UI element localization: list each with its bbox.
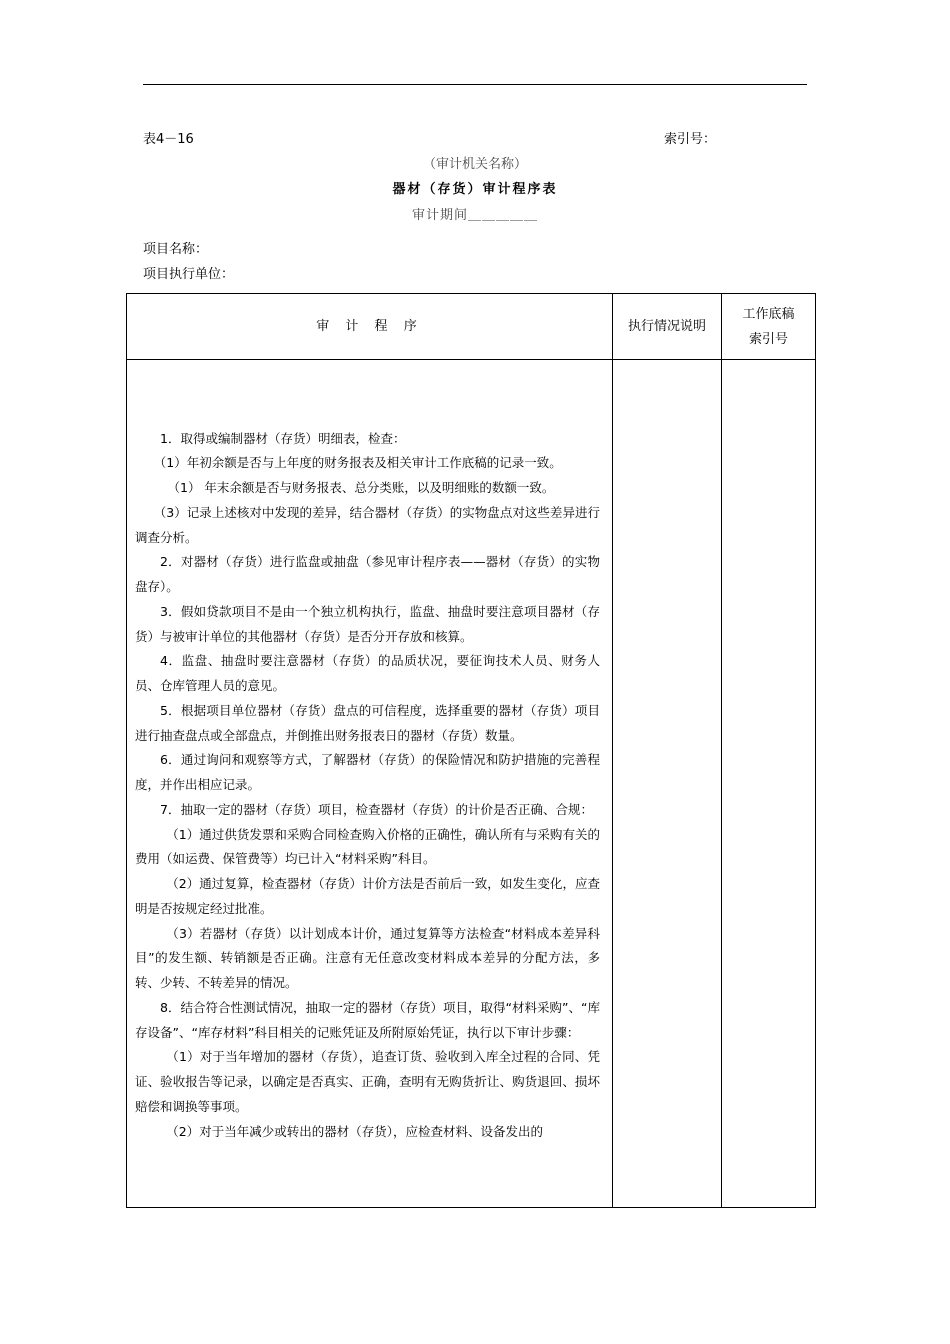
- table-number: 表4－16: [143, 132, 194, 147]
- org-name: （审计机关名称）: [422, 157, 527, 172]
- execution-notes-header-text: 执行情况说明: [627, 319, 706, 334]
- step-2: 2．对器材（存货）进行监盘或抽盘（参见审计程序表——器材（存货）的实物盘存）。: [135, 554, 600, 595]
- table-body-row: [127, 360, 816, 1208]
- step-1-3: （3）记录上述核对中发现的差异，结合器材（存货）的实物盘点对这些差异进行调查分析。: [135, 504, 600, 545]
- audit-procedure-table: [126, 293, 816, 1208]
- step-4: 4．监盘、抽盘时要注意器材（存货）的品质状况，要征询技术人员、财务人员、仓库管理人员的意见。: [135, 653, 600, 694]
- step-7-1: （1）通过供货发票和采购合同检查购入价格的正确性，确认所有与采购有关的费用（如运费、保管费等）均已计入“材料采购”科目。: [135, 826, 600, 867]
- audit-period: 审计期间＿＿＿＿＿: [411, 208, 538, 223]
- table-header-row: [127, 294, 816, 360]
- step-1: 1．取得或编制器材（存货）明细表，检查：: [160, 430, 406, 446]
- execution-notes-cell: [613, 360, 722, 1208]
- procedure-steps-cell: [127, 360, 613, 1208]
- step-8-1: （1）对于当年增加的器材（存货），追查订货、验收到入库全过程的合同、凭证、验收报告等记录，以确定是否真实、正确，查明有无购货折让、购货退回、损坏赔偿和调换等事项。: [135, 1049, 600, 1114]
- step-8: 8．结合符合性测试情况，抽取一定的器材（存货）项目，取得“材料采购”、“库存设备”、“库存材料”科目相关的记账凭证及所附原始凭证，执行以下审计步骤：: [135, 999, 600, 1040]
- project-unit-label: 项目执行单位：: [143, 267, 235, 282]
- step-1-2: （1） 年末余额是否与财务报表、总分类账，以及明细账的数额一致。: [167, 480, 555, 496]
- step-5: 5．根据项目单位器材（存货）盘点的可信程度，选择重要的器材（存货）项目进行抽查盘点或全部盘点，并倒推出财务报表日的器材（存货）数量。: [135, 702, 600, 743]
- step-8-2: （2）对于当年减少或转出的器材（存货），应检查材料、设备发出的: [166, 1123, 543, 1139]
- workpaper-index-cell: [722, 360, 816, 1208]
- procedure-steps: [127, 423, 612, 1145]
- workpaper-index-column-header: [722, 294, 816, 360]
- index-number-label: 索引号：: [664, 132, 717, 147]
- page-title: 器材（存货）审计程序表: [392, 182, 558, 197]
- header-rule: [143, 84, 807, 85]
- step-7-3: （3）若器材（存货）以计划成本计价，通过复算等方法检查“材料成本差异科目”的发生额、转销额是否正确。注意有无任意改变材料成本差异的分配方法，多转、少转、不转差异的情况。: [135, 925, 600, 991]
- workpaper-header-line2: 索引号: [748, 331, 788, 347]
- execution-notes-column-header: [613, 294, 722, 360]
- step-3: 3．假如贷款项目不是由一个独立机构执行，监盘、抽盘时要注意项目器材（存货）与被审计单位的其他器材（存货）是否分开存放和核算。: [135, 603, 600, 644]
- workpaper-header-line1: 工作底稿: [742, 306, 795, 322]
- step-7-2: （2）通过复算，检查器材（存货）计价方法是否前后一致，如发生变化，应查明是否按规定经过批准。: [135, 876, 600, 916]
- step-7: 7．抽取一定的器材（存货）项目，检查器材（存货）的计价是否正确、合规：: [160, 801, 593, 817]
- procedure-header-text: 审 计 程 序: [316, 319, 423, 334]
- project-name-label: 项目名称：: [143, 242, 209, 257]
- step-1-1: （1）年初余额是否与上年度的财务报表及相关审计工作底稿的记录一致。: [153, 455, 562, 471]
- step-6: 6．通过询问和观察等方式，了解器材（存货）的保险情况和防护措施的完善程度，并作出相应记录。: [135, 752, 600, 793]
- procedure-column-header: [127, 294, 613, 360]
